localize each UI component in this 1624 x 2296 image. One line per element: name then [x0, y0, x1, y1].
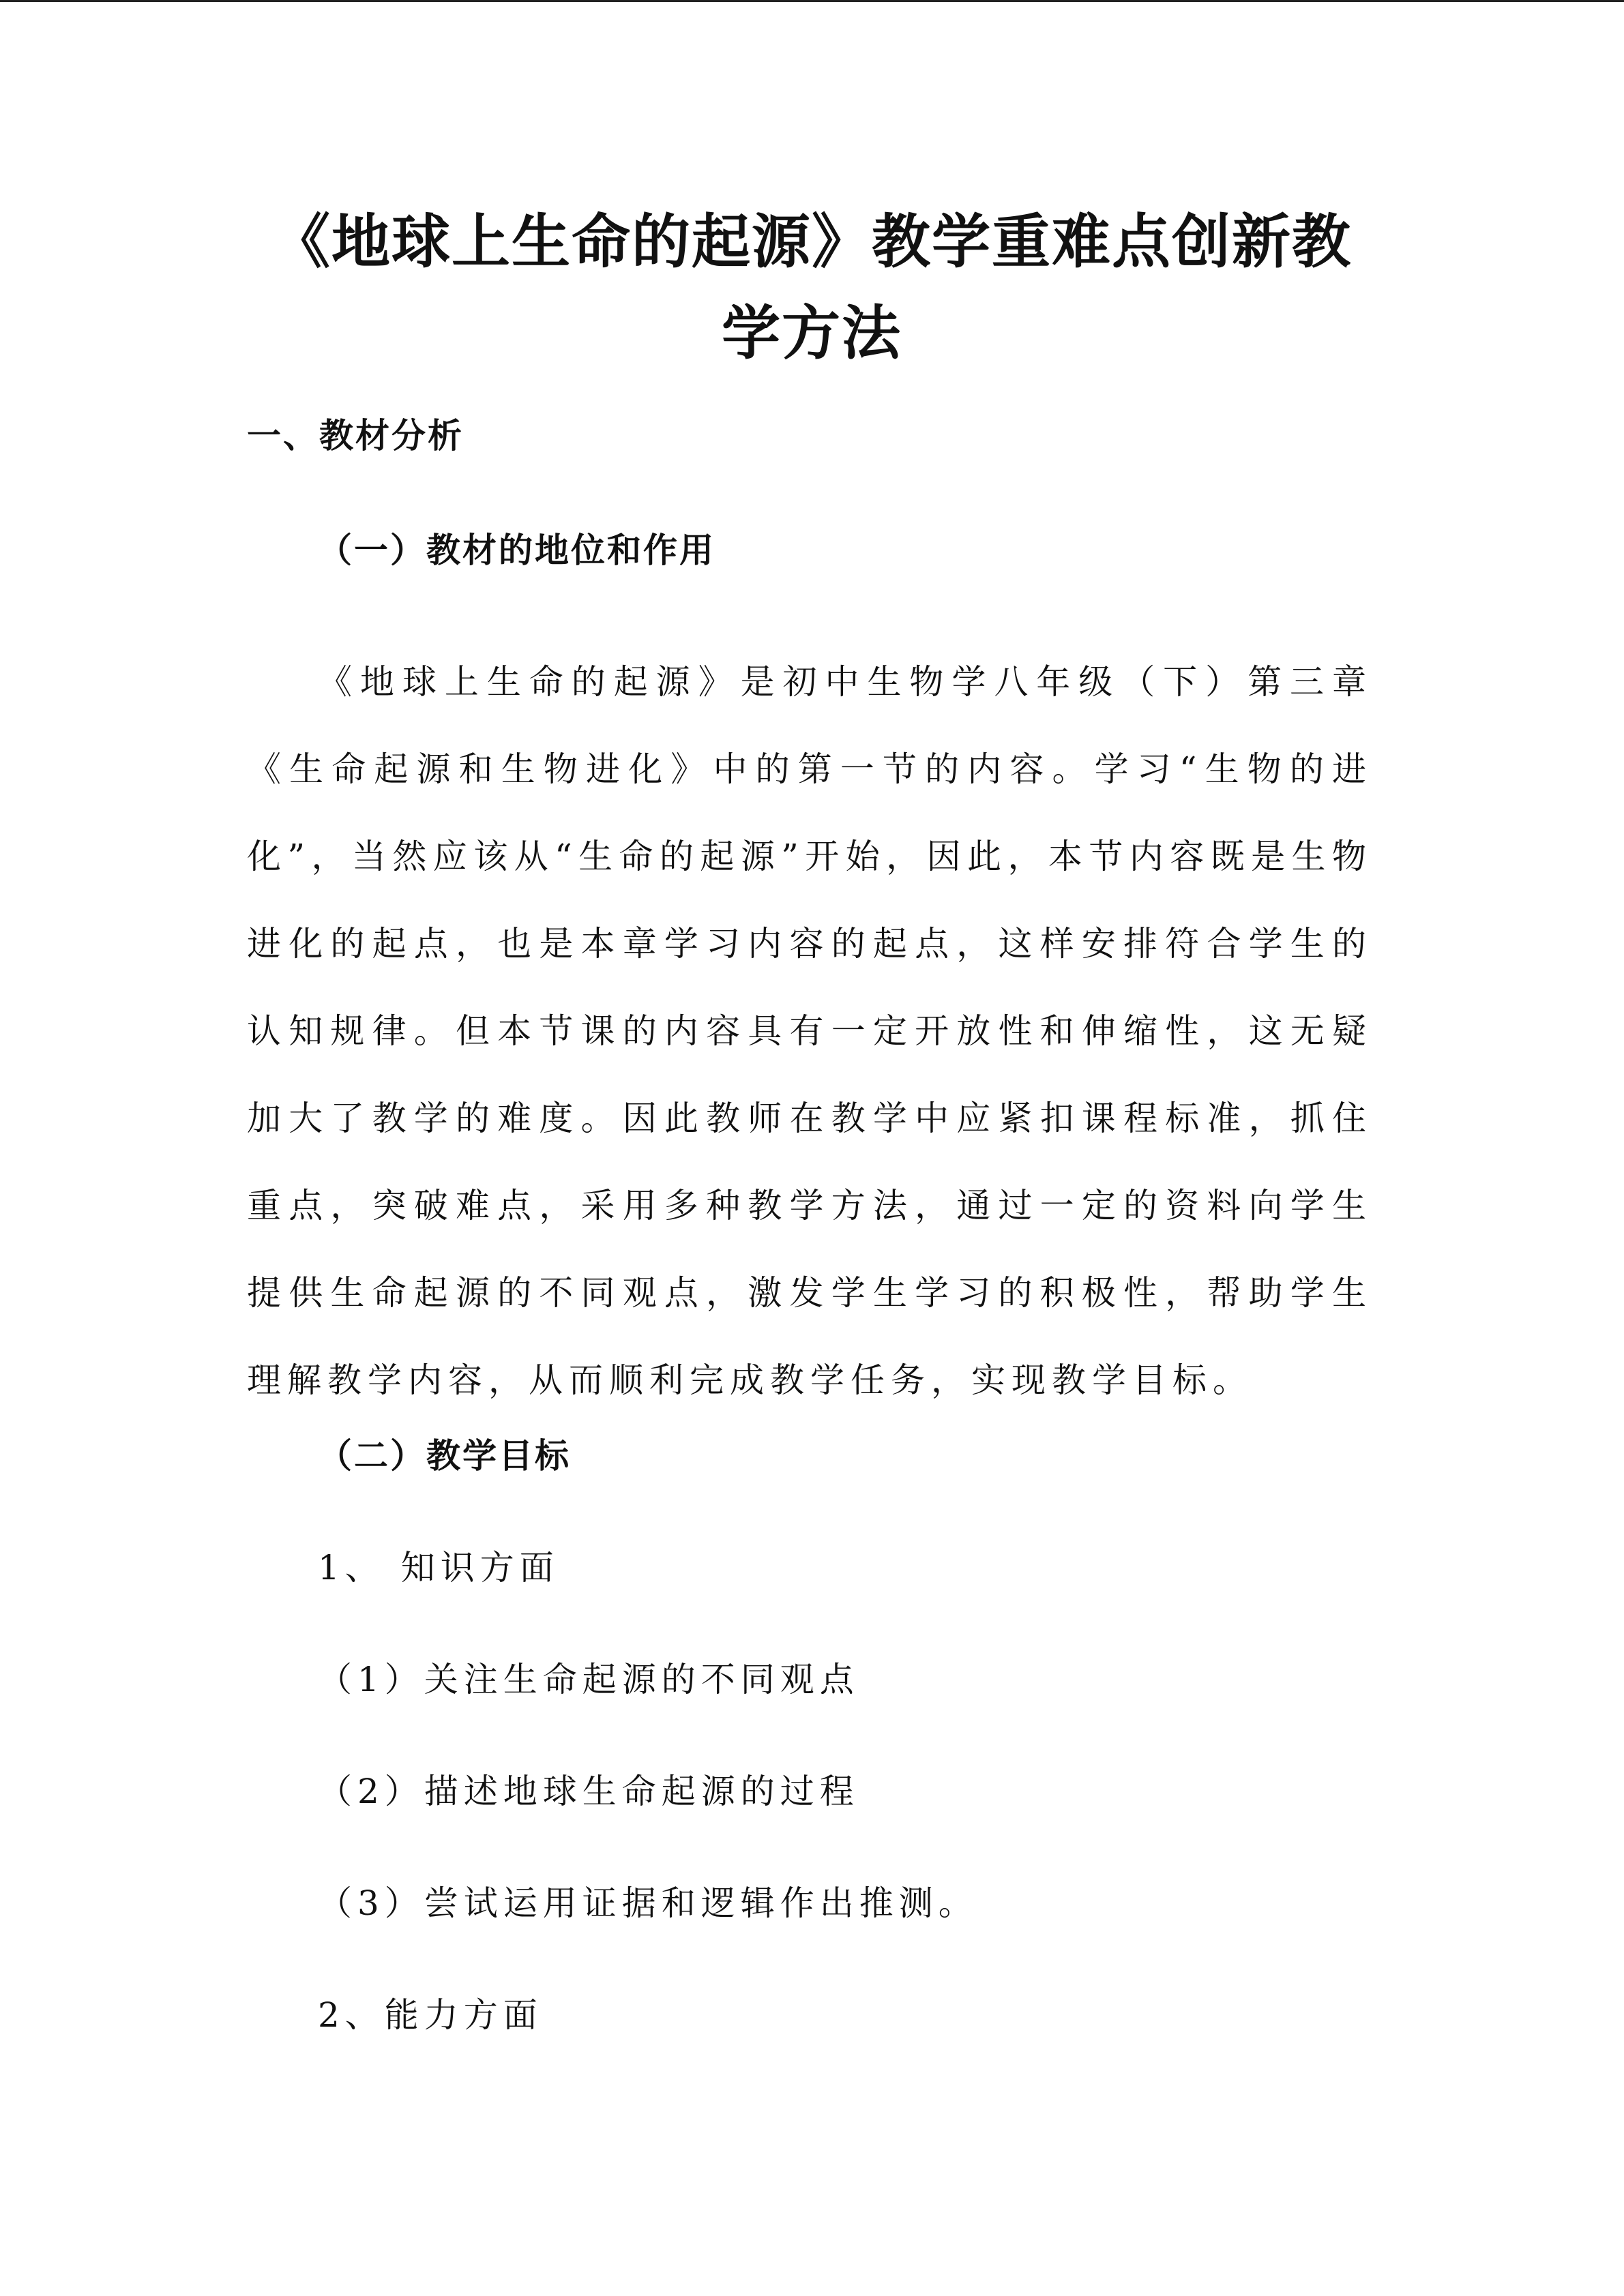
goal-heading-knowledge: 1、 知识方面: [318, 1548, 559, 1587]
subsection-heading-role: （一）教材的地位和作用: [318, 531, 715, 570]
goal-heading-ability: 2、能力方面: [318, 1995, 543, 2035]
goal-list-item: （2）描述地球生命起源的过程: [318, 1772, 859, 1811]
document-title: 《地球上生命的起源》教学重难点创新教学方法: [271, 208, 1352, 368]
body-paragraph: 《地球上生命的起源》是初中生物学八年级（下）第三章《生命起源和生物进化》中的第一节的内容。学习“生物的进化”，当然应该从“生命的起源”开始，因此，本节内容既是生物进化的起点，也是本章学习内容的起点，这样安排符合学生的认知规律。但本节课的内容具有一定开放性和伸缩性，这无疑加大了教学的难度。因此教师在教学中应紧扣课程标准，抓住重点，突破难点，采用多种教学方法，通过一定的资料向学生提供生命起源的不同观点，激发学生学习的积极性，帮助学生理解教学内容，从而顺利完成教学任务，实现教学目标。: [247, 662, 1372, 1400]
goal-list-item: （1）关注生命起源的不同观点: [318, 1660, 859, 1699]
section-heading-textbook-analysis: 一、教材分析: [247, 416, 464, 456]
subsection-heading-teaching-goals: （二）教学目标: [318, 1436, 571, 1476]
goal-list-item: （3）尝试运用证据和逻辑作出推测。: [318, 1883, 978, 1923]
